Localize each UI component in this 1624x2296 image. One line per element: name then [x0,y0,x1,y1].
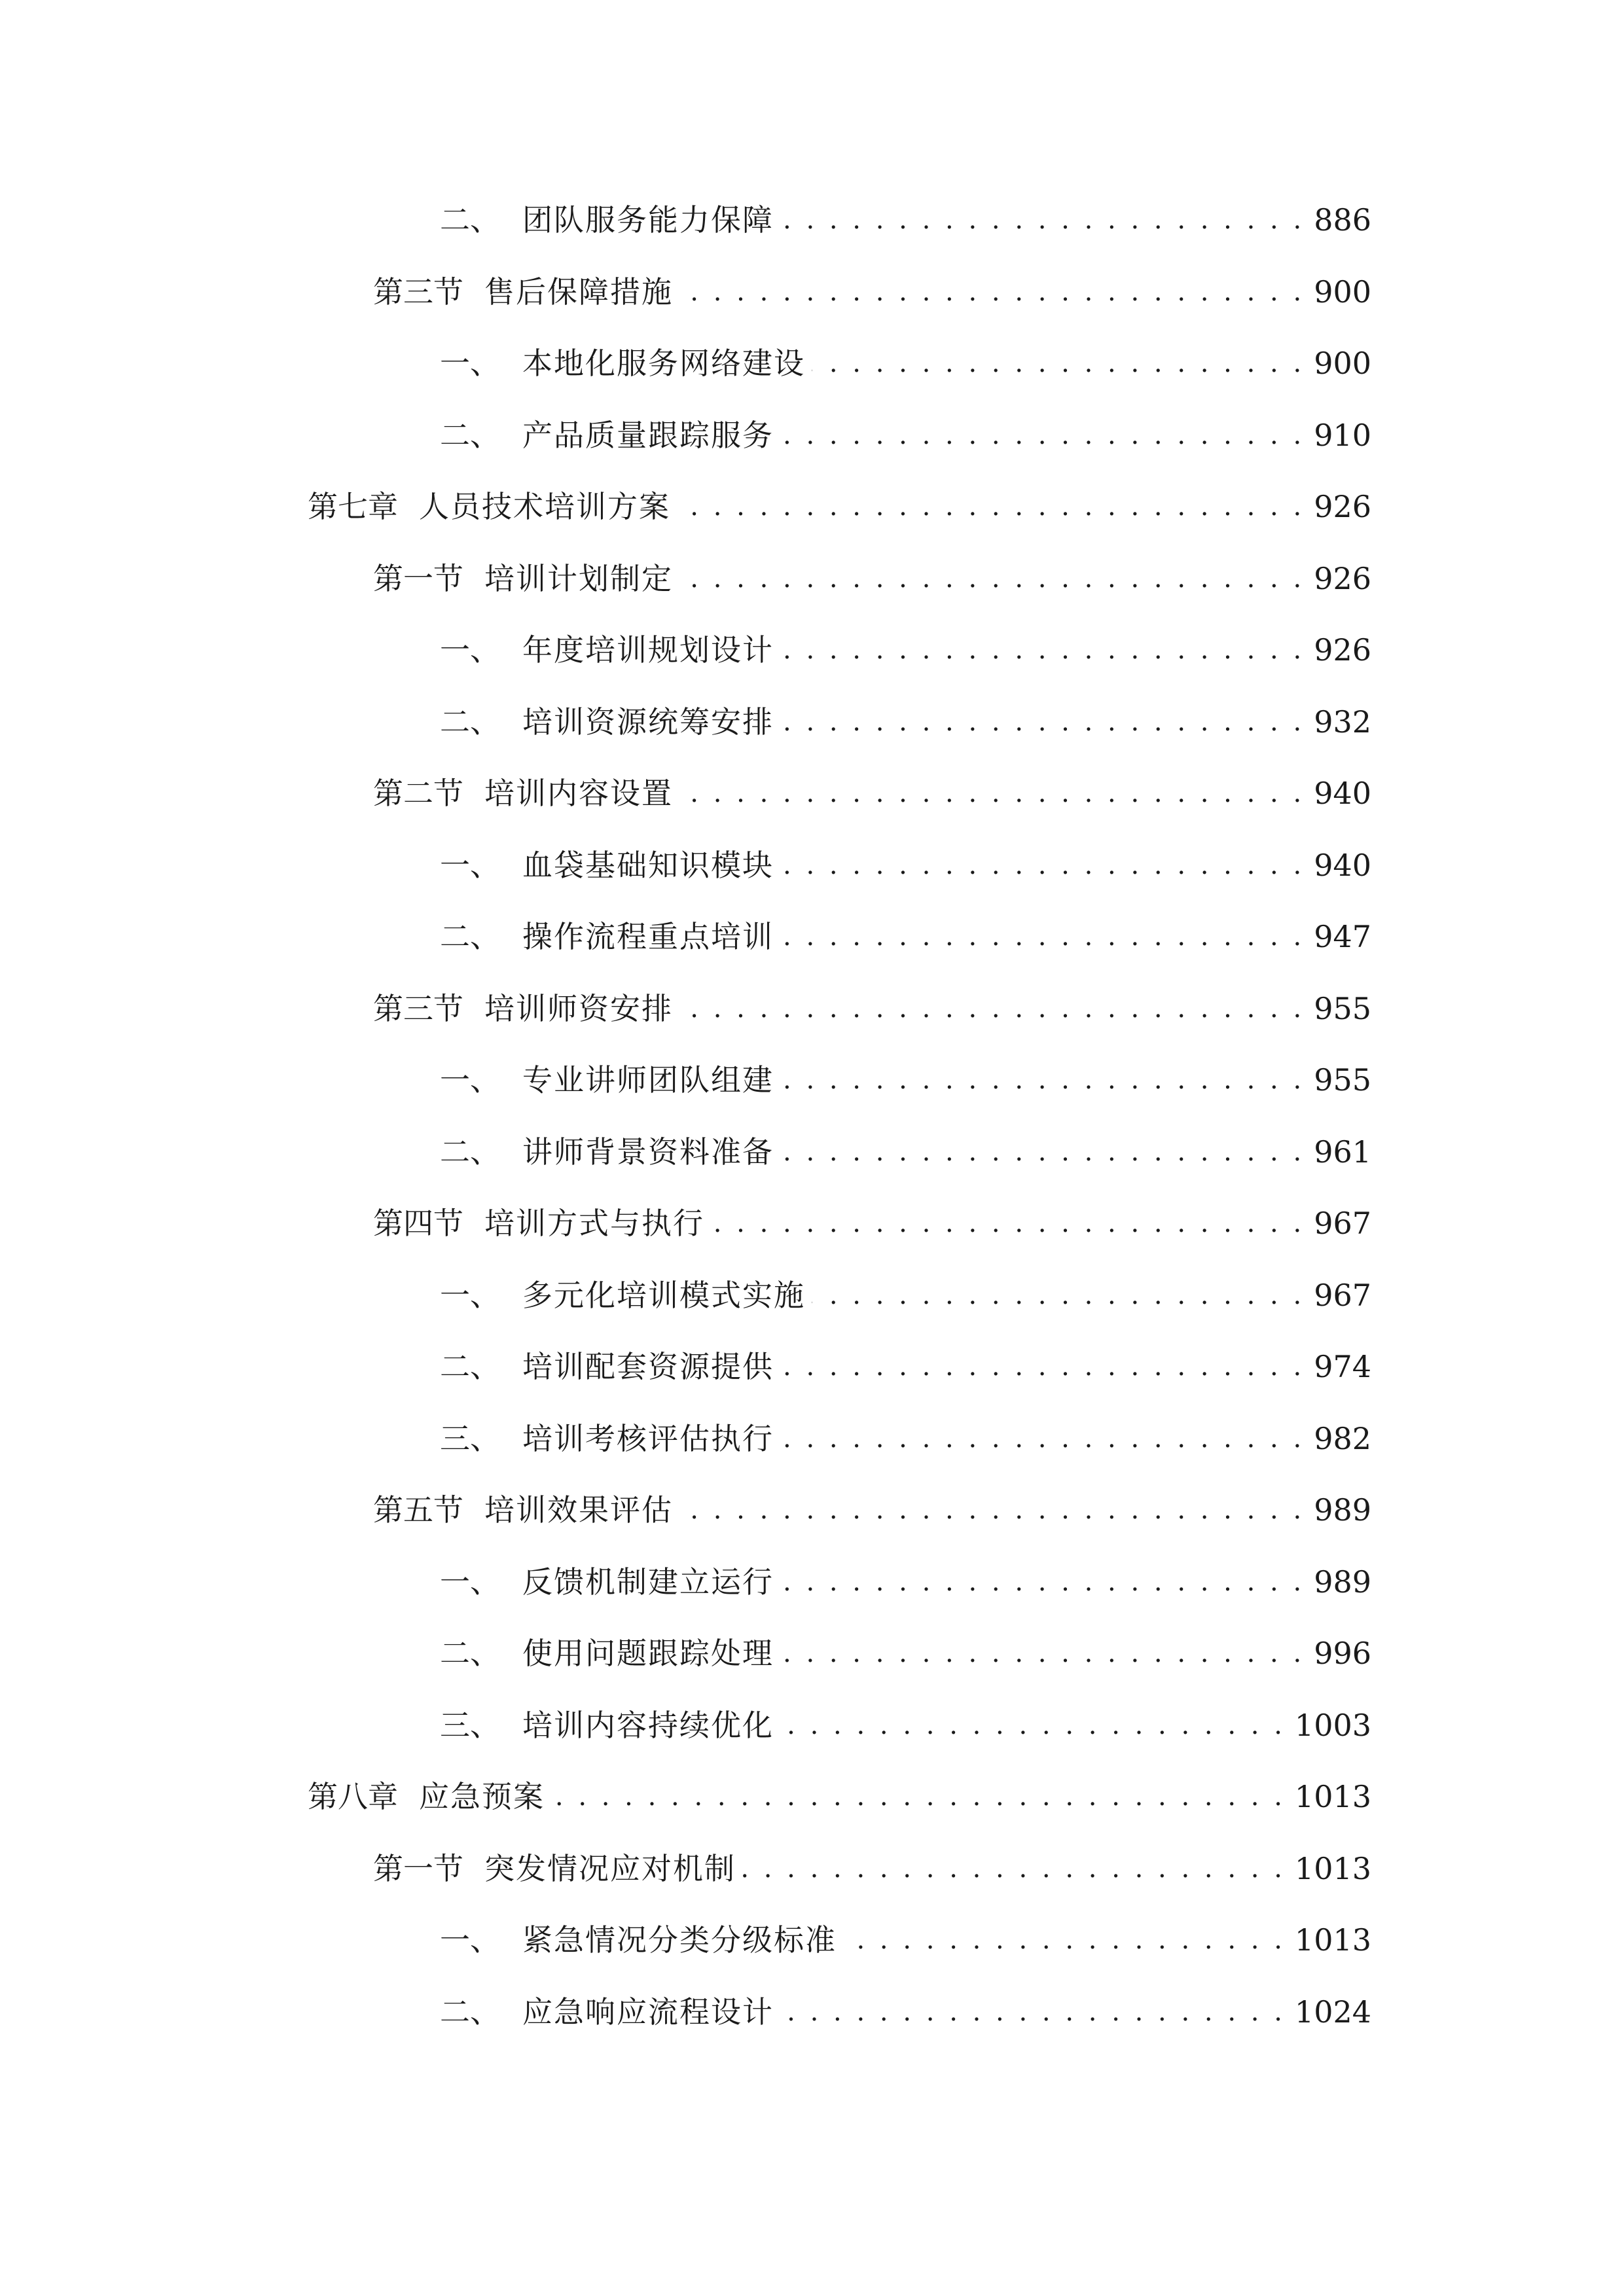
toc-entry[interactable] [440,1699,1371,1751]
toc-entry-prefix: 第八章 [308,1779,398,1814]
toc-entry-title: 操作流程重点培训 [522,919,774,954]
toc-entry-page: 967 [1314,1278,1371,1313]
toc-entry-title: 产品质量跟踪服务 [522,418,774,453]
toc-entry[interactable] [440,1126,1371,1178]
toc-entry-page: 1013 [1294,1779,1371,1814]
toc-entry[interactable] [373,266,1371,318]
toc-entry[interactable] [440,839,1371,891]
toc-entry[interactable] [440,696,1371,748]
toc-entry[interactable] [440,409,1371,461]
dot-leader [780,1340,1305,1393]
toc-entry-title: 培训内容设置 [484,776,673,811]
toc-entry-prefix: 第二节 [373,776,463,811]
dot-leader [812,337,1305,389]
toc-entry-title: 培训计划制定 [484,561,673,596]
toc-entry-title: 培训配套资源提供 [522,1349,774,1384]
toc-entry-prefix: 一、 [440,1062,500,1098]
dot-leader [742,1842,1286,1895]
toc-entry-prefix: 一、 [440,1922,500,1958]
toc-entry-page: 1013 [1294,1851,1371,1886]
toc-entry-prefix: 二、 [440,1349,500,1384]
toc-entry[interactable] [440,1269,1371,1321]
toc-entry-title: 培训师资安排 [484,991,673,1026]
toc-entry-prefix: 三、 [440,1708,500,1743]
toc-entry[interactable] [440,910,1371,963]
toc-entry[interactable] [440,1986,1371,2038]
toc-entry-title: 专业讲师团队组建 [522,1062,774,1098]
dot-leader [711,1197,1305,1249]
toc-entry-page: 1003 [1294,1708,1371,1743]
dot-leader [812,1269,1305,1321]
toc-entry-title: 本地化服务网络建设 [522,346,805,381]
toc-entry-page: 967 [1314,1206,1371,1241]
toc-entry-prefix: 第四节 [373,1206,463,1241]
toc-entry-prefix: 一、 [440,1564,500,1600]
toc-entry[interactable] [440,1914,1371,1966]
toc-entry-prefix: 一、 [440,848,500,883]
toc-entry-title: 应急响应流程设计 [522,1994,774,2030]
toc-entry[interactable] [373,1484,1371,1536]
toc-entry-prefix: 二、 [440,919,500,954]
dot-leader [780,1054,1305,1106]
toc-entry[interactable] [440,624,1371,676]
toc-entry-title: 售后保障措施 [484,274,673,310]
dot-leader [780,409,1305,461]
toc-entry-prefix: 第一节 [373,561,463,596]
toc-entry-page: 910 [1314,418,1371,453]
toc-entry-page: 926 [1314,632,1371,668]
dot-leader [780,1412,1305,1465]
toc-entry-prefix: 二、 [440,704,500,740]
dot-leader [780,624,1305,676]
toc-entry-prefix: 一、 [440,632,500,668]
toc-entry[interactable] [440,194,1371,246]
toc-entry-page: 940 [1314,848,1371,883]
toc-entry-page: 955 [1314,1062,1371,1098]
toc-entry-page: 940 [1314,776,1371,811]
toc-entry[interactable] [373,767,1371,819]
toc-entry-prefix: 二、 [440,1994,500,2030]
toc-entry[interactable] [440,1412,1371,1465]
toc-entry[interactable] [440,337,1371,389]
toc-entry-prefix: 二、 [440,418,500,453]
toc-entry-page: 989 [1314,1492,1371,1528]
toc-entry[interactable] [308,480,1371,533]
dot-leader [679,266,1305,318]
toc-entry-prefix: 第五节 [373,1492,463,1528]
toc-entry-page: 996 [1314,1636,1371,1671]
toc-entry-title: 讲师背景资料准备 [522,1134,774,1170]
toc-entry-prefix: 二、 [440,1134,500,1170]
toc-entry-page: 1013 [1294,1922,1371,1958]
toc-entry-page: 961 [1314,1134,1371,1170]
toc-entry-prefix: 第一节 [373,1851,463,1886]
dot-leader [679,767,1305,819]
toc-entry-title: 应急预案 [419,1779,545,1814]
dot-leader [780,1627,1305,1679]
toc-entry-title: 突发情况应对机制 [484,1851,736,1886]
toc-entry[interactable] [440,1556,1371,1608]
toc-entry-page: 932 [1314,704,1371,740]
toc-entry-prefix: 一、 [440,346,500,381]
dot-leader [780,910,1305,963]
toc-entry-page: 900 [1314,346,1371,381]
dot-leader [679,982,1305,1035]
toc-entry-prefix: 一、 [440,1278,500,1313]
toc-entry-title: 紧急情况分类分级标准 [522,1922,837,1958]
toc-entry-page: 974 [1314,1349,1371,1384]
toc-entry-page: 947 [1314,919,1371,954]
toc-entry[interactable] [373,1842,1371,1895]
toc-entry-prefix: 三、 [440,1421,500,1456]
toc-entry-page: 989 [1314,1564,1371,1600]
toc-entry-page: 926 [1314,561,1371,596]
dot-leader [780,1126,1305,1178]
toc-entry-page: 926 [1314,489,1371,524]
dot-leader [780,1699,1286,1751]
dot-leader [679,552,1305,605]
dot-leader [780,839,1305,891]
toc-entry[interactable] [373,552,1371,605]
toc-entry-page: 955 [1314,991,1371,1026]
toc-entry-title: 培训内容持续优化 [522,1708,774,1743]
toc-entry-title: 培训资源统筹安排 [522,704,774,740]
toc-entry-prefix: 二、 [440,1636,500,1671]
dot-leader [780,1986,1286,2038]
toc-entry[interactable] [308,1770,1371,1823]
toc-entry[interactable] [440,1054,1371,1106]
toc-entry-title: 人员技术培训方案 [419,489,670,524]
toc-entry[interactable] [440,1340,1371,1393]
toc-entry-title: 多元化培训模式实施 [522,1278,805,1313]
toc-entry-prefix: 第三节 [373,991,463,1026]
toc-entry-page: 982 [1314,1421,1371,1456]
toc-entry-title: 培训方式与执行 [484,1206,704,1241]
dot-leader [677,480,1305,533]
toc-entry-title: 团队服务能力保障 [522,202,774,238]
toc-entry[interactable] [440,1627,1371,1679]
dot-leader [679,1484,1305,1536]
toc-entry-page: 1024 [1294,1994,1371,2030]
toc-entry-title: 使用问题跟踪处理 [522,1636,774,1671]
dot-leader [551,1770,1286,1823]
toc-entry[interactable] [373,982,1371,1035]
toc-entry-prefix: 二、 [440,202,500,238]
toc-entry-prefix: 第七章 [308,489,398,524]
dot-leader [780,696,1305,748]
dot-leader [843,1914,1286,1966]
toc-entry-title: 培训考核评估执行 [522,1421,774,1456]
toc-entry-prefix: 第三节 [373,274,463,310]
toc-entry-title: 反馈机制建立运行 [522,1564,774,1600]
toc-entry-title: 培训效果评估 [484,1492,673,1528]
toc-entry[interactable] [373,1197,1371,1249]
toc-entry-title: 年度培训规划设计 [522,632,774,668]
toc-entry-page: 900 [1314,274,1371,310]
toc-entry-page: 886 [1314,202,1371,238]
dot-leader [780,194,1305,246]
dot-leader [780,1556,1305,1608]
toc-entry-title: 血袋基础知识模块 [522,848,774,883]
